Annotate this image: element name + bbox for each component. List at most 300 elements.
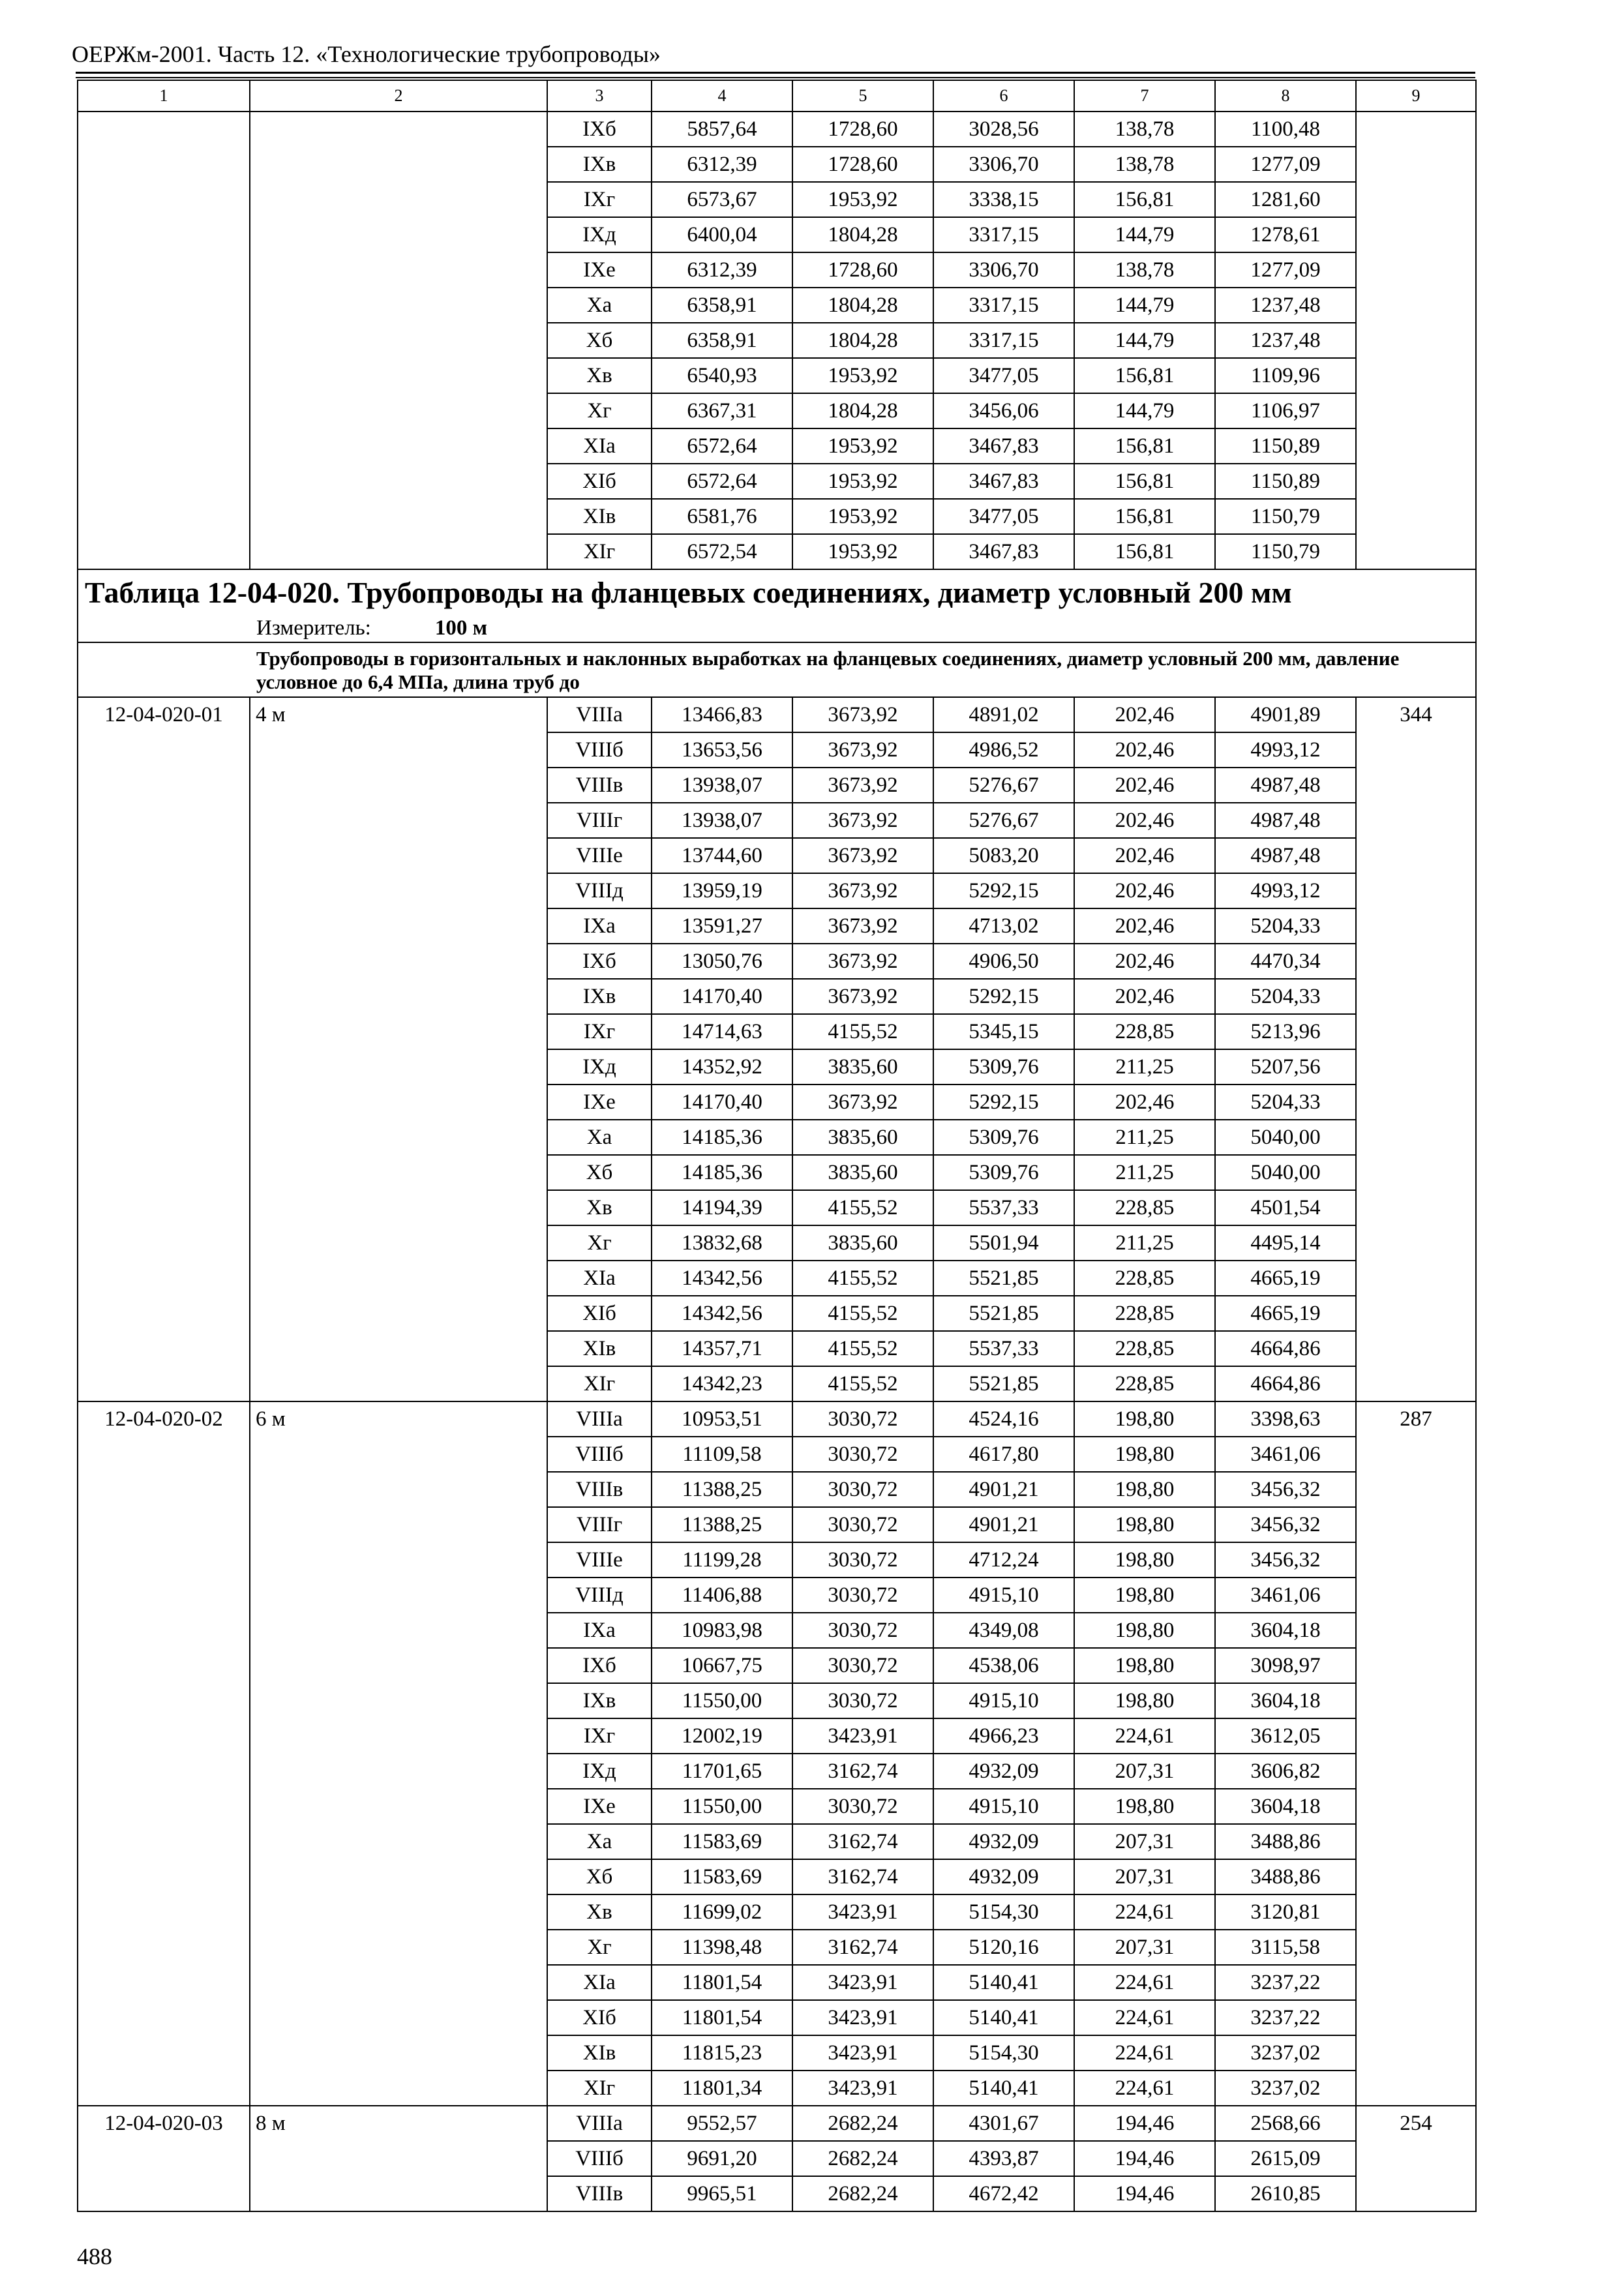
row-value: 6581,76 <box>652 499 792 534</box>
unit-spacer <box>78 614 250 642</box>
row-value: 3456,32 <box>1215 1472 1356 1507</box>
row-value: 4155,52 <box>792 1014 933 1049</box>
row-category: VIIIа <box>547 2106 652 2141</box>
row-value: 6312,39 <box>652 147 792 182</box>
row-category: VIIIв <box>547 1472 652 1507</box>
row-value: 6572,64 <box>652 464 792 499</box>
row-value: 3423,91 <box>792 1718 933 1754</box>
row-value: 3030,72 <box>792 1648 933 1683</box>
row-value: 4155,52 <box>792 1296 933 1331</box>
row-category: Хб <box>547 323 652 358</box>
row-value: 3030,72 <box>792 1401 933 1437</box>
row-value: 3673,92 <box>792 838 933 873</box>
row-value: 1237,48 <box>1215 288 1356 323</box>
row-value: 11583,69 <box>652 1859 792 1894</box>
row-value: 9965,51 <box>652 2176 792 2211</box>
row-value: 207,31 <box>1074 1859 1215 1894</box>
row-value: 4672,42 <box>933 2176 1074 2211</box>
row-value: 2568,66 <box>1215 2106 1356 2141</box>
row-value: 14342,23 <box>652 1366 792 1401</box>
row-value: 6400,04 <box>652 217 792 252</box>
column-number: 7 <box>1074 80 1215 112</box>
row-value: 5140,41 <box>933 2000 1074 2035</box>
row-value: 1953,92 <box>792 182 933 217</box>
row-value: 5213,96 <box>1215 1014 1356 1049</box>
row-value: 3467,83 <box>933 428 1074 464</box>
row-value: 10983,98 <box>652 1613 792 1648</box>
row-value: 6358,91 <box>652 323 792 358</box>
row-value: 5040,00 <box>1215 1155 1356 1190</box>
row-value: 3673,92 <box>792 873 933 908</box>
row-value: 4932,09 <box>933 1754 1074 1789</box>
row-value: 1278,61 <box>1215 217 1356 252</box>
row-value: 4617,80 <box>933 1437 1074 1472</box>
row-value: 3477,05 <box>933 358 1074 393</box>
row-value: 4495,14 <box>1215 1225 1356 1261</box>
row-value: 207,31 <box>1074 1754 1215 1789</box>
row-value: 5140,41 <box>933 1965 1074 2000</box>
row-value: 4155,52 <box>792 1190 933 1225</box>
row-value: 3237,22 <box>1215 2000 1356 2035</box>
row-value: 156,81 <box>1074 428 1215 464</box>
row-value: 198,80 <box>1074 1437 1215 1472</box>
row-value: 13591,27 <box>652 908 792 944</box>
column-number: 1 <box>78 80 250 112</box>
row-value: 228,85 <box>1074 1014 1215 1049</box>
row-value: 11388,25 <box>652 1472 792 1507</box>
row-value: 5521,85 <box>933 1296 1074 1331</box>
row-value: 5537,33 <box>933 1190 1074 1225</box>
row-value: 3030,72 <box>792 1683 933 1718</box>
row-value: 13744,60 <box>652 838 792 873</box>
row-value: 198,80 <box>1074 1648 1215 1683</box>
page-header: ОЕРЖм-2001. Часть 12. «Технологические трубопроводы» <box>72 41 661 67</box>
row-value: 211,25 <box>1074 1155 1215 1190</box>
row-value: 1804,28 <box>792 288 933 323</box>
row-category: Хб <box>547 1155 652 1190</box>
row-value: 2682,24 <box>792 2106 933 2141</box>
row-category: ХIв <box>547 2035 652 2071</box>
row-value: 4901,21 <box>933 1472 1074 1507</box>
row-value: 6358,91 <box>652 288 792 323</box>
row-value: 1953,92 <box>792 428 933 464</box>
row-value: 2610,85 <box>1215 2176 1356 2211</box>
row-category: ХIг <box>547 1366 652 1401</box>
row-category: VIIIг <box>547 803 652 838</box>
row-value: 198,80 <box>1074 1401 1215 1437</box>
row-category: IХб <box>547 112 652 147</box>
row-value: 5309,76 <box>933 1049 1074 1085</box>
row-value: 3317,15 <box>933 323 1074 358</box>
row-value: 6540,93 <box>652 358 792 393</box>
row-value: 1804,28 <box>792 217 933 252</box>
row-value: 4987,48 <box>1215 768 1356 803</box>
row-value: 14714,63 <box>652 1014 792 1049</box>
row-value: 3673,92 <box>792 768 933 803</box>
row-value: 224,61 <box>1074 1965 1215 2000</box>
row-value: 4993,12 <box>1215 873 1356 908</box>
row-value: 207,31 <box>1074 1824 1215 1859</box>
row-value: 11199,28 <box>652 1542 792 1578</box>
row-value: 11801,54 <box>652 1965 792 2000</box>
row-value: 13832,68 <box>652 1225 792 1261</box>
row-value: 3423,91 <box>792 2071 933 2106</box>
table-title-row <box>78 569 1476 614</box>
row-value: 5120,16 <box>933 1930 1074 1965</box>
row-value: 4664,86 <box>1215 1331 1356 1366</box>
row-value: 3673,92 <box>792 1085 933 1120</box>
row-value: 156,81 <box>1074 499 1215 534</box>
row-value: 1804,28 <box>792 393 933 428</box>
row-value: 3423,91 <box>792 1965 933 2000</box>
rate-code: 12-04-020-02 <box>78 1401 250 2106</box>
row-value: 3488,86 <box>1215 1824 1356 1859</box>
row-category: IХе <box>547 1789 652 1824</box>
row-value: 4155,52 <box>792 1331 933 1366</box>
row-value: 11550,00 <box>652 1683 792 1718</box>
row-value: 3030,72 <box>792 1613 933 1648</box>
table-row <box>78 112 1476 147</box>
row-value: 202,46 <box>1074 697 1215 732</box>
description-spacer <box>78 642 250 697</box>
row-value: 4712,24 <box>933 1542 1074 1578</box>
row-value: 4538,06 <box>933 1648 1074 1683</box>
row-value: 3467,83 <box>933 464 1074 499</box>
row-value: 6367,31 <box>652 393 792 428</box>
row-value: 11406,88 <box>652 1578 792 1613</box>
rate-code: 12-04-020-01 <box>78 697 250 1401</box>
row-value: 14170,40 <box>652 1085 792 1120</box>
row-value: 211,25 <box>1074 1049 1215 1085</box>
row-value: 3604,18 <box>1215 1613 1356 1648</box>
row-value: 1277,09 <box>1215 147 1356 182</box>
row-value: 4393,87 <box>933 2141 1074 2176</box>
row-value: 14185,36 <box>652 1120 792 1155</box>
row-value: 202,46 <box>1074 873 1215 908</box>
row-value: 5345,15 <box>933 1014 1074 1049</box>
row-value: 1953,92 <box>792 464 933 499</box>
row-category: IХб <box>547 944 652 979</box>
row-value: 4470,34 <box>1215 944 1356 979</box>
row-value: 156,81 <box>1074 464 1215 499</box>
row-category: VIIIв <box>547 2176 652 2211</box>
row-category: Хв <box>547 1894 652 1930</box>
row-value: 198,80 <box>1074 1507 1215 1542</box>
row-value: 3306,70 <box>933 147 1074 182</box>
row-value: 224,61 <box>1074 1894 1215 1930</box>
row-value: 4993,12 <box>1215 732 1356 768</box>
row-value: 3673,92 <box>792 979 933 1014</box>
row-value: 4987,48 <box>1215 803 1356 838</box>
row-category: ХIа <box>547 1261 652 1296</box>
row-value: 3030,72 <box>792 1507 933 1542</box>
row-value: 138,78 <box>1074 252 1215 288</box>
row-category: ХIг <box>547 2071 652 2106</box>
row-value: 2615,09 <box>1215 2141 1356 2176</box>
row-value: 202,46 <box>1074 768 1215 803</box>
row-value: 2682,24 <box>792 2176 933 2211</box>
row-category: Хв <box>547 1190 652 1225</box>
row-category: ХIв <box>547 1331 652 1366</box>
table-body <box>78 80 1476 2211</box>
row-value: 13938,07 <box>652 803 792 838</box>
row-category: VIIIб <box>547 1437 652 1472</box>
row-value: 224,61 <box>1074 2035 1215 2071</box>
row-value: 194,46 <box>1074 2106 1215 2141</box>
row-value: 3317,15 <box>933 288 1074 323</box>
row-value: 5276,67 <box>933 803 1074 838</box>
rate-price: 287 <box>1356 1401 1476 2106</box>
row-category: ХIа <box>547 1965 652 2000</box>
row-category: IХб <box>547 1648 652 1683</box>
row-value: 3162,74 <box>792 1859 933 1894</box>
row-value: 5204,33 <box>1215 979 1356 1014</box>
row-value: 4301,67 <box>933 2106 1074 2141</box>
header-rule-thin <box>76 77 1475 78</box>
row-value: 3237,22 <box>1215 1965 1356 2000</box>
row-value: 198,80 <box>1074 1472 1215 1507</box>
row-category: IХг <box>547 182 652 217</box>
column-number: 5 <box>792 80 933 112</box>
unit-cell <box>250 614 1476 642</box>
row-value: 3306,70 <box>933 252 1074 288</box>
row-value: 3835,60 <box>792 1049 933 1085</box>
row-value: 3030,72 <box>792 1437 933 1472</box>
row-value: 228,85 <box>1074 1366 1215 1401</box>
row-value: 202,46 <box>1074 803 1215 838</box>
row-value: 3162,74 <box>792 1930 933 1965</box>
row-value: 156,81 <box>1074 182 1215 217</box>
row-value: 14352,92 <box>652 1049 792 1085</box>
row-value: 5521,85 <box>933 1366 1074 1401</box>
rate-price: 344 <box>1356 697 1476 1401</box>
row-value: 194,46 <box>1074 2176 1215 2211</box>
row-value: 4665,19 <box>1215 1296 1356 1331</box>
row-value: 14194,39 <box>652 1190 792 1225</box>
column-number: 4 <box>652 80 792 112</box>
row-category: VIIIе <box>547 1542 652 1578</box>
row-value: 202,46 <box>1074 838 1215 873</box>
row-value: 10667,75 <box>652 1648 792 1683</box>
column-number: 2 <box>250 80 547 112</box>
row-value: 4901,89 <box>1215 697 1356 732</box>
row-category: Хг <box>547 1225 652 1261</box>
blank-price-cell <box>1356 112 1476 569</box>
row-value: 3835,60 <box>792 1155 933 1190</box>
row-value: 5083,20 <box>933 838 1074 873</box>
row-value: 4349,08 <box>933 1613 1074 1648</box>
row-value: 3835,60 <box>792 1120 933 1155</box>
row-value: 3423,91 <box>792 2000 933 2035</box>
row-category: ХIб <box>547 2000 652 2035</box>
row-value: 3028,56 <box>933 112 1074 147</box>
row-category: Хг <box>547 1930 652 1965</box>
rate-code: 12-04-020-03 <box>78 2106 250 2211</box>
row-value: 5204,33 <box>1215 1085 1356 1120</box>
row-value: 198,80 <box>1074 1578 1215 1613</box>
row-category: Хв <box>547 358 652 393</box>
row-category: Хг <box>547 393 652 428</box>
row-value: 198,80 <box>1074 1683 1215 1718</box>
row-value: 202,46 <box>1074 1085 1215 1120</box>
row-value: 198,80 <box>1074 1542 1215 1578</box>
row-value: 11583,69 <box>652 1824 792 1859</box>
unit-label: Измеритель: <box>256 616 371 640</box>
row-value: 13050,76 <box>652 944 792 979</box>
row-category: IХа <box>547 908 652 944</box>
row-value: 5040,00 <box>1215 1120 1356 1155</box>
row-value: 1728,60 <box>792 112 933 147</box>
row-value: 4155,52 <box>792 1261 933 1296</box>
row-value: 3162,74 <box>792 1754 933 1789</box>
row-category: IХв <box>547 1683 652 1718</box>
row-value: 228,85 <box>1074 1261 1215 1296</box>
row-value: 228,85 <box>1074 1296 1215 1331</box>
row-value: 3604,18 <box>1215 1789 1356 1824</box>
row-value: 3162,74 <box>792 1824 933 1859</box>
row-value: 5276,67 <box>933 768 1074 803</box>
header-rule <box>76 72 1475 74</box>
row-category: ХIа <box>547 428 652 464</box>
row-value: 144,79 <box>1074 217 1215 252</box>
row-category: VIIIа <box>547 697 652 732</box>
row-category: Ха <box>547 288 652 323</box>
row-category: ХIб <box>547 464 652 499</box>
row-value: 1804,28 <box>792 323 933 358</box>
row-value: 3604,18 <box>1215 1683 1356 1718</box>
row-value: 211,25 <box>1074 1120 1215 1155</box>
row-value: 138,78 <box>1074 112 1215 147</box>
row-value: 11699,02 <box>652 1894 792 1930</box>
blank-length-cell <box>250 112 547 569</box>
row-value: 11388,25 <box>652 1507 792 1542</box>
row-value: 1100,48 <box>1215 112 1356 147</box>
row-value: 14185,36 <box>652 1155 792 1190</box>
table-title: Таблица 12-04-020. Трубопроводы на фланцевых соединениях, диаметр условный 200 мм <box>78 569 1476 614</box>
unit-row <box>78 614 1476 642</box>
table-description: Трубопроводы в горизонтальных и наклонных выработках на фланцевых соединениях, диаметр условный 200 мм, давление условное до 6,4 МПа, длина труб до <box>250 642 1476 697</box>
row-value: 4932,09 <box>933 1859 1074 1894</box>
table-row <box>78 697 1476 732</box>
row-value: 3461,06 <box>1215 1578 1356 1613</box>
row-category: ХIв <box>547 499 652 534</box>
row-value: 3030,72 <box>792 1789 933 1824</box>
row-category: VIIIе <box>547 838 652 873</box>
row-value: 1106,97 <box>1215 393 1356 428</box>
row-value: 3673,92 <box>792 697 933 732</box>
row-value: 144,79 <box>1074 323 1215 358</box>
row-value: 202,46 <box>1074 732 1215 768</box>
row-value: 3488,86 <box>1215 1859 1356 1894</box>
row-value: 5309,76 <box>933 1120 1074 1155</box>
row-value: 3317,15 <box>933 217 1074 252</box>
row-value: 3398,63 <box>1215 1401 1356 1437</box>
row-value: 4501,54 <box>1215 1190 1356 1225</box>
row-value: 5292,15 <box>933 1085 1074 1120</box>
row-value: 4664,86 <box>1215 1366 1356 1401</box>
row-value: 13959,19 <box>652 873 792 908</box>
row-value: 4155,52 <box>792 1366 933 1401</box>
row-value: 3467,83 <box>933 534 1074 569</box>
row-value: 3606,82 <box>1215 1754 1356 1789</box>
row-value: 194,46 <box>1074 2141 1215 2176</box>
row-value: 3098,97 <box>1215 1648 1356 1683</box>
row-category: VIIIд <box>547 1578 652 1613</box>
column-number: 3 <box>547 80 652 112</box>
row-value: 11801,54 <box>652 2000 792 2035</box>
row-value: 14357,71 <box>652 1331 792 1366</box>
rates-table <box>77 80 1477 2212</box>
row-value: 1237,48 <box>1215 323 1356 358</box>
row-value: 4665,19 <box>1215 1261 1356 1296</box>
row-value: 1953,92 <box>792 534 933 569</box>
row-value: 224,61 <box>1074 1718 1215 1754</box>
row-value: 3456,32 <box>1215 1507 1356 1542</box>
row-value: 3612,05 <box>1215 1718 1356 1754</box>
row-category: IХд <box>547 217 652 252</box>
row-value: 4901,21 <box>933 1507 1074 1542</box>
row-value: 4915,10 <box>933 1578 1074 1613</box>
description-row <box>78 642 1476 697</box>
row-value: 3456,32 <box>1215 1542 1356 1578</box>
blank-code-cell <box>78 112 250 569</box>
row-value: 3115,58 <box>1215 1930 1356 1965</box>
unit-value: 100 м <box>434 616 488 640</box>
row-value: 1953,92 <box>792 499 933 534</box>
row-value: 5154,30 <box>933 2035 1074 2071</box>
row-value: 3456,06 <box>933 393 1074 428</box>
row-value: 3673,92 <box>792 944 933 979</box>
row-value: 4932,09 <box>933 1824 1074 1859</box>
row-value: 211,25 <box>1074 1225 1215 1261</box>
row-value: 207,31 <box>1074 1930 1215 1965</box>
row-value: 3477,05 <box>933 499 1074 534</box>
column-number: 6 <box>933 80 1074 112</box>
column-number-row <box>78 80 1476 112</box>
row-value: 9552,57 <box>652 2106 792 2141</box>
row-value: 13653,56 <box>652 732 792 768</box>
column-number: 8 <box>1215 80 1356 112</box>
row-value: 202,46 <box>1074 908 1215 944</box>
row-value: 3673,92 <box>792 732 933 768</box>
row-category: VIIIб <box>547 2141 652 2176</box>
row-value: 3423,91 <box>792 1894 933 1930</box>
table-row <box>78 1401 1476 1437</box>
row-category: Ха <box>547 1824 652 1859</box>
row-value: 228,85 <box>1074 1190 1215 1225</box>
row-value: 6572,64 <box>652 428 792 464</box>
row-value: 4891,02 <box>933 697 1074 732</box>
row-value: 3338,15 <box>933 182 1074 217</box>
row-value: 3673,92 <box>792 908 933 944</box>
row-value: 11398,48 <box>652 1930 792 1965</box>
row-value: 5309,76 <box>933 1155 1074 1190</box>
row-category: Хб <box>547 1859 652 1894</box>
row-category: ХIг <box>547 534 652 569</box>
row-category: IХе <box>547 252 652 288</box>
row-value: 1150,89 <box>1215 428 1356 464</box>
table-row <box>78 2106 1476 2141</box>
row-value: 11550,00 <box>652 1789 792 1824</box>
row-value: 156,81 <box>1074 534 1215 569</box>
row-category: IХг <box>547 1014 652 1049</box>
page-number: 488 <box>77 2243 112 2269</box>
row-category: IХд <box>547 1754 652 1789</box>
row-value: 156,81 <box>1074 358 1215 393</box>
row-category: Ха <box>547 1120 652 1155</box>
row-value: 1953,92 <box>792 358 933 393</box>
row-value: 4713,02 <box>933 908 1074 944</box>
